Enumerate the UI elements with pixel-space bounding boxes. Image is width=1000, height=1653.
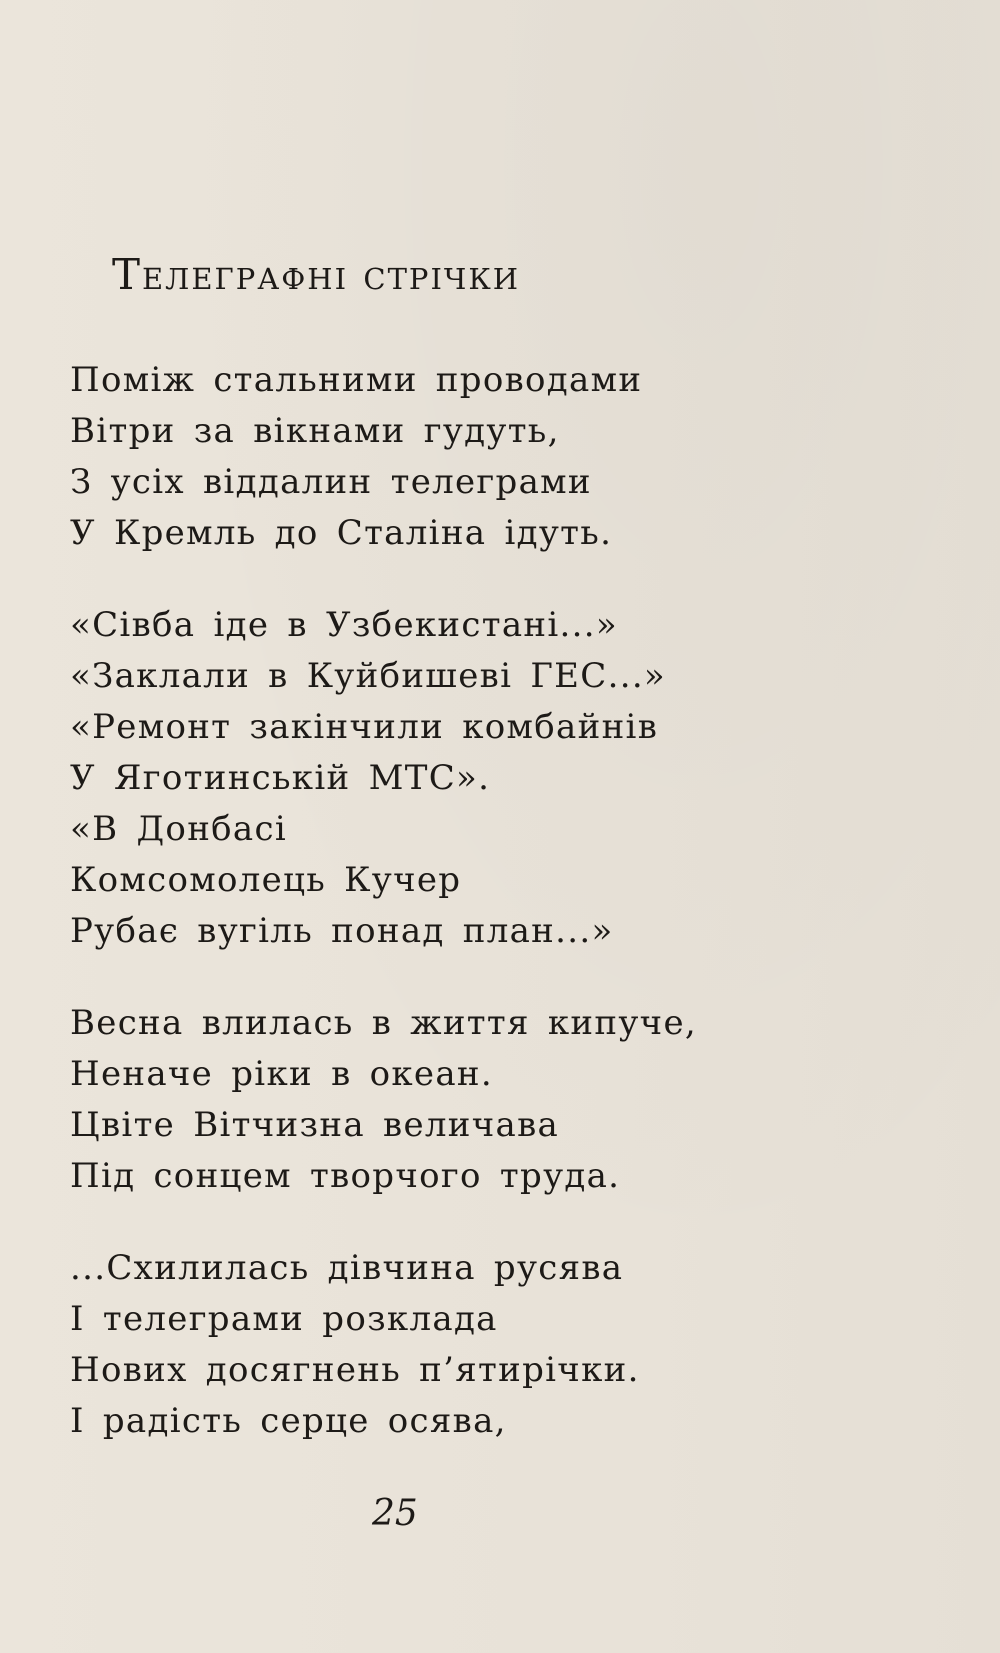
- poem-line: Під сонцем творчого труда.: [70, 1156, 621, 1196]
- poem-line: «В Донбасі: [70, 809, 288, 849]
- poem-line: Цвіте Вітчизна величава: [70, 1105, 560, 1145]
- poem-line: І телеграми розклада: [70, 1299, 498, 1339]
- page-number: 25: [372, 1493, 418, 1534]
- poem-line: З усіх віддалин телеграми: [70, 462, 592, 502]
- poem-line: «Ремонт закінчили комбайнів: [70, 707, 659, 747]
- poem-title: Телеграфні стрічки: [112, 250, 521, 299]
- poem-line: У Кремль до Сталіна ідуть.: [70, 513, 613, 553]
- poem-line: Рубає вугіль понад план...»: [70, 911, 614, 951]
- poem-line: У Яготинській МТС».: [70, 758, 491, 798]
- bleed-through-text: [230, 10, 750, 56]
- poem-line: ...Схилилась дівчина русява: [70, 1248, 624, 1288]
- poem-line: «Заклали в Куйбишеві ГЕС...»: [70, 656, 667, 696]
- poem-line: «Сівба іде в Узбекистані...»: [70, 605, 618, 645]
- stanza-3: [70, 998, 950, 1202]
- poem-body: [70, 355, 950, 1488]
- poem-line: І радість серце осява,: [70, 1401, 507, 1441]
- stanza-1: [70, 355, 950, 559]
- poem-line: Комсомолець Кучер: [70, 860, 462, 900]
- poem-line: Неначе ріки в океан.: [70, 1054, 493, 1094]
- poem-line: Поміж стальними проводами: [70, 360, 643, 400]
- stanza-4: [70, 1243, 950, 1447]
- poem-line: Весна влилась в життя кипуче,: [70, 1003, 697, 1043]
- poem-line: Вітри за вікнами гудуть,: [70, 411, 560, 451]
- poem-line: Нових досягнень п’ятирічки.: [70, 1350, 640, 1390]
- stanza-2: [70, 600, 950, 957]
